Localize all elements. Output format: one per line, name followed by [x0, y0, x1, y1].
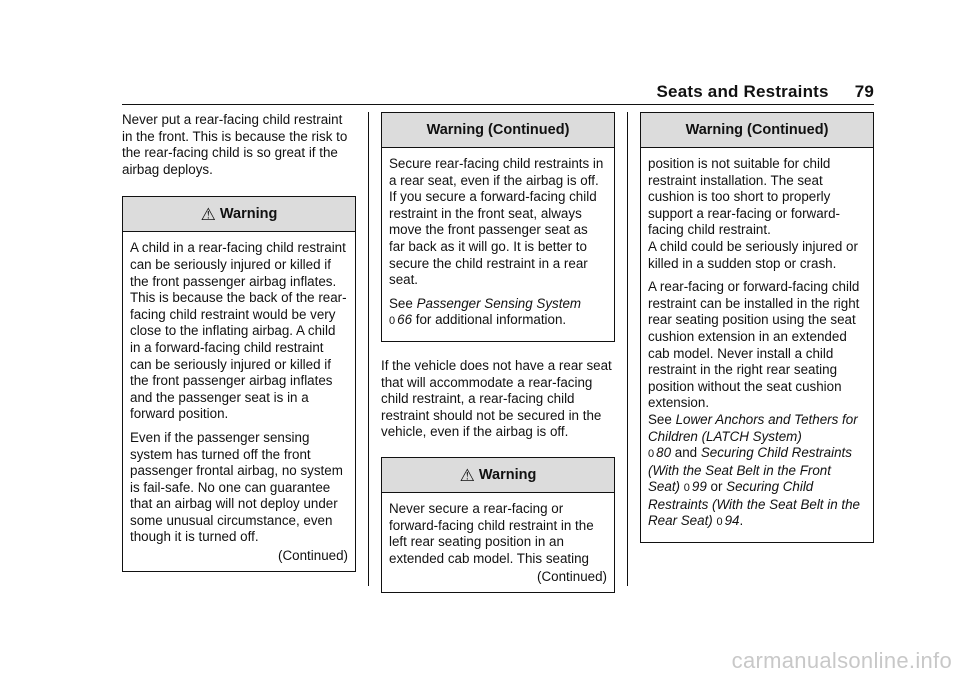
or-text: or — [710, 479, 723, 495]
page-number: 79 — [854, 82, 874, 101]
warning-body — [123, 232, 355, 570]
body-paragraph: If the vehicle does not have a rear seat that will accommodate a rear-facing child restraint, a rear-facing child restraint should not be secured in the vehicle, even if the airbag is off. — [381, 357, 612, 440]
page-ref-arrow-icon: 0 — [716, 516, 723, 529]
rear-seat-belt-link[interactable]: Securing Child Restraints (With the Seat Belt in the Rear Seat) — [648, 479, 860, 529]
passenger-sensing-link[interactable]: Passenger Sensing System — [416, 295, 582, 311]
end-punct: . — [739, 513, 744, 529]
page-ref-99[interactable]: 99 — [691, 479, 707, 495]
see-prefix: See — [389, 295, 413, 311]
warning-paragraph-2: Even if the passenger sensing system has turned off the front passenger frontal airbag, no system is fail-safe. No one can guarantee that an airbag will not deploy under some unusual circumstance, even though it is turned off. — [130, 429, 343, 545]
see-prefix: See — [648, 411, 672, 427]
see-suffix: for additional information. — [415, 312, 567, 328]
warning-paragraph-1: position is not suitable for child restraint installation. The seat cushion is too short to properly support a rear-facing or forward-facing child restraint. — [648, 156, 841, 238]
see-reference — [389, 296, 607, 330]
column-3 — [640, 112, 874, 543]
watermark: carmanualsonline.info — [731, 648, 952, 673]
page-ref-94[interactable]: 94 — [724, 513, 740, 529]
warning-title-text: Warning — [478, 466, 537, 483]
continued-label: (Continued) — [537, 569, 607, 585]
column-divider-1 — [368, 112, 369, 586]
warning-box-3 — [381, 457, 615, 593]
page-header — [657, 82, 875, 102]
front-seat-belt-link[interactable]: Securing Child Restraints (With the Seat Belt in the Front Seat) — [648, 445, 852, 495]
warning-paragraph-1b: A child could be seriously injured or killed in a sudden stop or crash. — [648, 238, 858, 271]
intro-paragraph: Never put a rear-facing child restraint in the front. This is because the risk to the rear-facing child is so great if the airbag deploys. — [122, 112, 348, 177]
and-text: and — [674, 445, 698, 461]
warning-paragraph-1: A child in a rear-facing child restraint can be seriously injured or killed if the front passenger airbag inflates. This is because the back of the rear-facing child restraint would be very close to the inflating airbag. A child in a forward-facing child restraint can be seriously injured or killed if the front passenger airbag inflates and the passenger seat is in a forward position. — [130, 240, 347, 422]
warning-title — [123, 197, 355, 232]
warning-title — [382, 458, 614, 493]
warning-body — [382, 493, 614, 592]
warning-triangle-icon: ⚠ — [459, 465, 475, 485]
page-ref-arrow-icon: 0 — [389, 315, 396, 328]
page-ref[interactable]: 66 — [397, 312, 413, 328]
warning-body — [641, 148, 873, 542]
continued-label: (Continued) — [278, 548, 348, 564]
latch-link[interactable]: Lower Anchors and Tethers for Children (LATCH System) — [648, 411, 858, 444]
warning-paragraph-2: A rear-facing or forward-facing child restraint can be installed in the right rear seating position using the seat cushion extension in an extended cab model. Never install a child restraint in the right rear seating position without the seat cushion extension. — [648, 279, 860, 411]
column-divider-2 — [627, 112, 628, 586]
warning-body — [382, 148, 614, 341]
warning-box-2-continued — [381, 112, 615, 342]
see-reference — [648, 412, 866, 531]
warning-title-text: Warning — [219, 206, 278, 223]
warning-title: Warning (Continued) — [382, 113, 614, 148]
warning-triangle-icon: ⚠ — [200, 205, 216, 225]
warning-box-4-continued — [640, 112, 874, 543]
warning-paragraph: Secure rear-facing child restraints in a rear seat, even if the airbag is off. If you secure a forward-facing child restraint in the front seat, always move the front passenger seat as far back as it will go. It is better to secure the child restraint in a rear seat. — [389, 156, 604, 288]
warning-paragraph: Never secure a rear-facing or forward-facing child restraint in the left rear seating position in an extended cab model. This seating — [389, 500, 594, 566]
page-ref-arrow-icon: 0 — [648, 448, 655, 461]
page-ref-arrow-icon: 0 — [683, 482, 690, 495]
warning-box-1 — [122, 196, 356, 571]
header-rule — [122, 104, 874, 105]
column-2 — [381, 112, 615, 593]
warning-title: Warning (Continued) — [641, 113, 873, 148]
column-1 — [122, 112, 356, 572]
section-title: Seats and Restraints — [656, 82, 829, 101]
page-ref-80[interactable]: 80 — [656, 445, 672, 461]
